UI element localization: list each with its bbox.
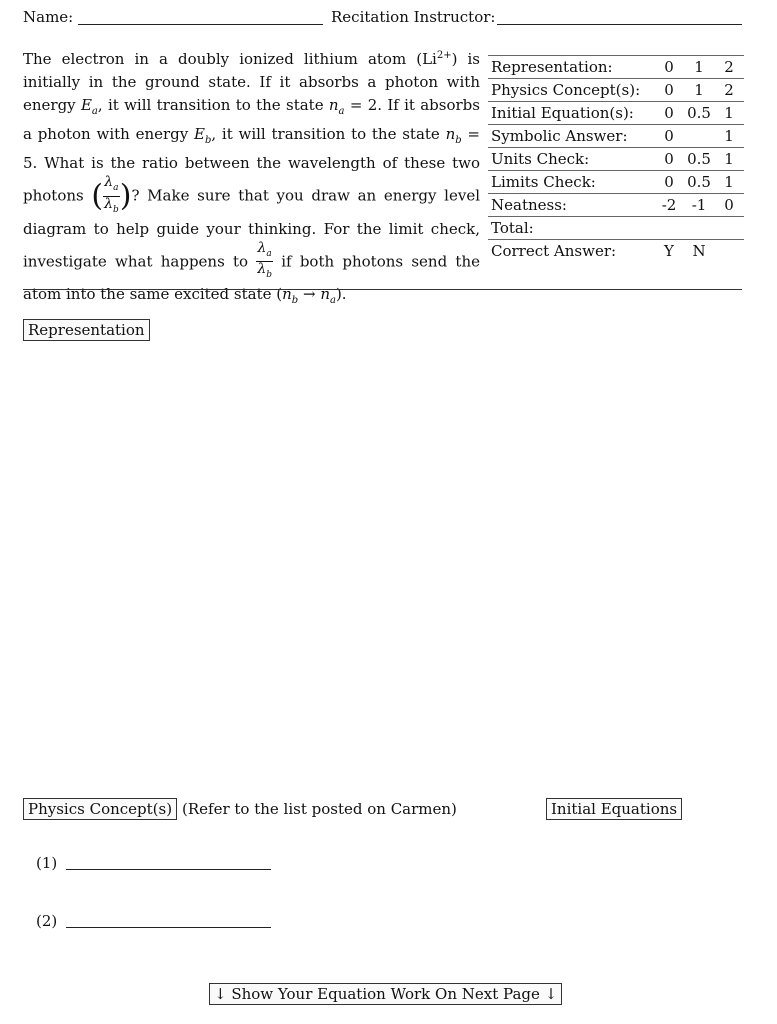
rubric-row: Total:: [488, 217, 744, 240]
rubric-row: Correct Answer: Y N: [488, 240, 744, 263]
ratio-fraction-2: $\frac{\lambda_a}{\lambda_b}$: [257, 239, 272, 281]
rubric-row: Physics Concept(s): 0 1 2: [488, 79, 744, 102]
instructor-field[interactable]: [497, 24, 742, 25]
instructor-label: Recitation Instructor:: [331, 8, 496, 26]
concepts-note: (Refer to the list posted on Carmen): [182, 800, 457, 818]
name-label: Name:: [23, 8, 74, 26]
concept-item-2-label: (2): [36, 912, 58, 930]
section-divider: [23, 289, 742, 290]
rubric-row: Initial Equation(s): 0 0.5 1: [488, 102, 744, 125]
grading-rubric: [488, 55, 744, 262]
concept-item-1-label: (1): [36, 854, 58, 872]
next-page-note: ↓ Show Your Equation Work On Next Page ↓: [209, 983, 562, 1005]
rubric-row: Representation: 0 1 2: [488, 56, 744, 79]
representation-box-label: Representation: [23, 319, 150, 341]
initial-equations-box-label: Initial Equations: [546, 798, 682, 820]
name-field[interactable]: [78, 24, 323, 25]
rubric-row: Neatness: -2 -1 0: [488, 194, 744, 217]
rubric-row: Limits Check: 0 0.5 1: [488, 171, 744, 194]
rubric-row: Units Check: 0 0.5 1: [488, 148, 744, 171]
concept-item-2-field[interactable]: [66, 927, 271, 928]
concept-item-1-field[interactable]: [66, 869, 271, 870]
ratio-fraction: $\frac{\lambda_a}{\lambda_b}$: [104, 174, 119, 215]
rubric-row: Symbolic Answer: 0 1: [488, 125, 744, 148]
problem-statement: The electron in a doubly ionized lithium atom $(Li^{2+})$ is initially in the ground state. If it absorbs a photon with energy $E_a$, it will transition to the state $n_a = 2$. If it absorbs a photon with energy $E_b$, it will transition to the state $n_b = 5$. What is the ratio between the wavelength of these two photons ( $\frac{\lambda_a}{\lambda_b}$ )? Make sure that you draw an energy level diagram to help guide your thinking. For the limit check, investigate what happens to $\frac{\lambda_a}{\lambda_b}$ if both photons send the atom into the same excited state $(n_b \to n_a)$.: [23, 50, 480, 307]
physics-concepts-box-label: Physics Concept(s): [23, 798, 177, 820]
